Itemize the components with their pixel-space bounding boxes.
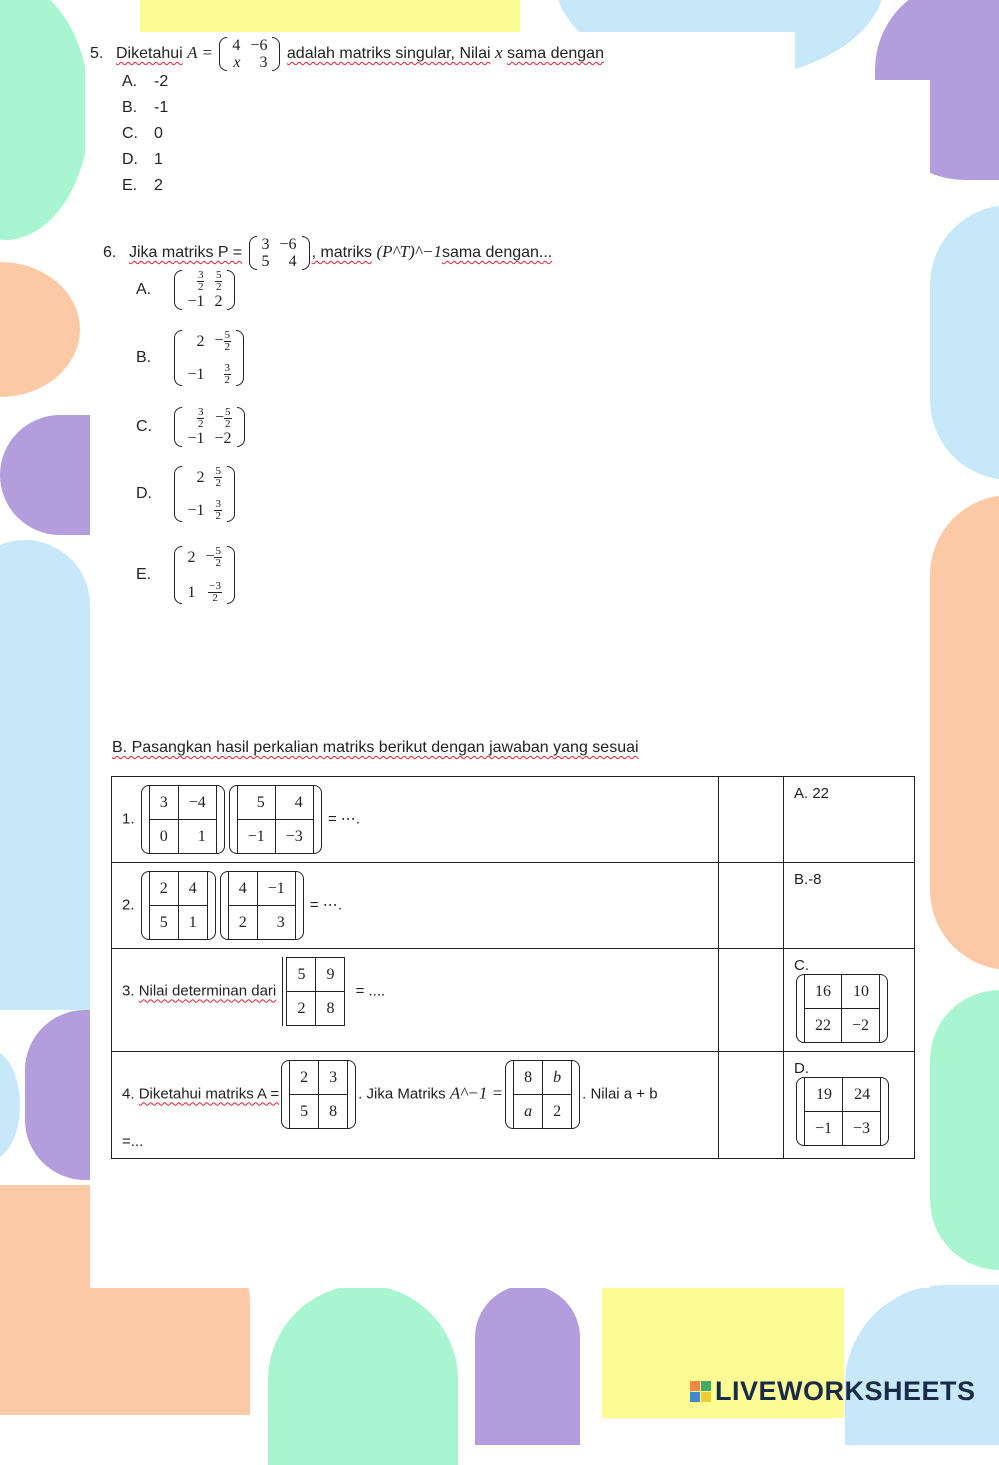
question-6: [103, 236, 552, 270]
answer-label: B.-8: [794, 871, 822, 888]
question-cell: [112, 949, 719, 1052]
answer-label: D.: [794, 1060, 809, 1077]
fraction: $\frac{3}{2}$: [197, 269, 204, 293]
matrix-cell: −1: [187, 502, 205, 519]
matrix-cell: 1: [178, 820, 216, 854]
option-label: A.: [136, 281, 152, 298]
matrix-p: [249, 236, 310, 270]
matrix-cell: 4: [288, 253, 297, 270]
fraction: $\frac{3}{2}$: [215, 498, 221, 522]
matrix-cell: 1: [178, 906, 207, 940]
fraction: $\frac{5}{2}$: [225, 406, 231, 430]
option-matrix: 2 − $\frac{5}{2}$ −1 $\frac{3}{2}$: [174, 330, 244, 386]
row-number: 1.: [122, 810, 135, 828]
matrix-cell: 3: [259, 54, 268, 71]
matrix-cell: 5: [261, 253, 270, 270]
matrix: [141, 871, 216, 940]
question-text: adalah matriks singular, Nilai: [286, 45, 491, 63]
logo-icon: [690, 1381, 712, 1403]
bg-blob-green-bottom: [268, 1285, 458, 1465]
bg-blob-purple-left-bottom: [25, 1010, 90, 1180]
question-text: sama dengan: [507, 45, 604, 63]
math-var: x: [495, 43, 503, 63]
matrix-cell: 0: [149, 820, 178, 854]
bg-blob-blue-left-bottom: [0, 1050, 20, 1160]
bg-blob-blue-left: [0, 540, 90, 1010]
bg-blob-green-left: [0, 0, 90, 240]
determinant: [282, 957, 349, 1026]
table-row: [112, 777, 915, 863]
matrix-cell: −1: [187, 366, 205, 383]
equation-tail: = ....: [355, 982, 386, 1000]
q5-option-e[interactable]: [122, 176, 163, 196]
answer-drop-slot[interactable]: [719, 949, 784, 1052]
matrix-cell: 2: [228, 906, 257, 940]
bg-blob-purple-left: [0, 415, 90, 535]
option-value: -2: [154, 73, 169, 90]
math-var: A =: [187, 43, 213, 63]
fraction: $\frac{5}{2}$: [215, 545, 221, 569]
q5-option-b[interactable]: [122, 98, 168, 118]
matrix-cell: 4: [232, 37, 241, 54]
option-value: 2: [154, 177, 163, 194]
math-expr: A^−1 =: [449, 1083, 504, 1103]
math-expr: (P^T)^−1: [376, 242, 442, 262]
option-label: B.: [136, 349, 152, 366]
matrix-cell: 10: [842, 975, 880, 1009]
question-cell: [112, 1052, 719, 1159]
q6-option-b[interactable]: [136, 330, 246, 386]
answer-choice-a[interactable]: [784, 777, 915, 863]
answer-choice-d[interactable]: [784, 1052, 915, 1159]
answer-choice-c[interactable]: [784, 949, 915, 1052]
question-text: . Jika Matriks: [358, 1085, 446, 1103]
matrix-cell: b: [543, 1061, 572, 1095]
matrix-cell: −2: [214, 430, 232, 447]
equation-tail: = ⋯.: [309, 896, 342, 914]
question-5: [90, 37, 604, 71]
matrix-cell: x: [233, 54, 241, 71]
fraction: $\frac{5}{2}$: [215, 465, 221, 489]
matrix-cell: 8: [319, 1095, 348, 1129]
answer-label: C.: [794, 957, 809, 974]
matrix-cell: 8: [514, 1061, 543, 1095]
table-row: [112, 949, 915, 1052]
matrix-cell: 2: [187, 549, 196, 566]
q5-option-d[interactable]: [122, 150, 163, 170]
option-matrix: 2 − $\frac{5}{2}$ 1 $\frac{-3}{2}$: [174, 546, 235, 604]
matrix: [505, 1060, 580, 1129]
matrix-cell: 5: [290, 1095, 319, 1129]
matrix-cell: 5: [287, 958, 316, 992]
matrix-cell: 2: [290, 1061, 319, 1095]
question-text: =...: [122, 1133, 144, 1150]
option-label: D.: [122, 151, 138, 168]
fraction: $\frac{-3}{2}$: [209, 580, 221, 604]
liveworksheets-logo: [690, 1376, 976, 1407]
row-number: 4.: [122, 1085, 135, 1103]
matrix-cell: 3: [149, 786, 178, 820]
matrix-cell: 2: [214, 293, 223, 310]
question-number: 6.: [103, 244, 117, 262]
question-number: 5.: [90, 45, 104, 63]
answer-drop-slot[interactable]: [719, 777, 784, 863]
matrix-cell: 2: [543, 1095, 572, 1129]
matrix: [141, 785, 225, 854]
option-label: D.: [136, 485, 152, 502]
matrix: [220, 871, 304, 940]
question-text: . Nilai a + b: [582, 1085, 658, 1103]
matrix-cell: −4: [178, 786, 216, 820]
bg-blob-purple-bottom: [475, 1285, 580, 1445]
bg-blob-blue-bottom-right: [845, 1285, 999, 1445]
question-text: Nilai determinan dari: [138, 982, 277, 1000]
question-text: Diketahui: [116, 45, 183, 63]
answer-matrix: [796, 1077, 889, 1146]
matrix: [281, 1060, 356, 1129]
row-number: 3.: [122, 982, 135, 1000]
matrix-cell: 4: [275, 786, 313, 820]
answer-drop-slot[interactable]: [719, 1052, 784, 1159]
option-label: C.: [122, 125, 138, 142]
matrix-cell: 5: [149, 906, 178, 940]
paper-sheet-right-top: [795, 80, 930, 210]
table-row: [112, 863, 915, 949]
fraction: $\frac{3}{2}$: [197, 406, 204, 430]
question-text: , matriks: [311, 244, 373, 262]
matrix-cell: 2: [149, 872, 178, 906]
matrix-cell: 2: [287, 992, 316, 1026]
bg-blob-peach-right: [930, 495, 999, 970]
matrix-cell: 4: [178, 872, 207, 906]
equation-tail: = ⋯.: [327, 810, 361, 828]
matrix-cell: 3: [257, 906, 295, 940]
row-number: 2.: [122, 896, 135, 914]
matrix-cell: −3: [275, 820, 313, 854]
matrix-cell: 3: [261, 236, 270, 253]
q5-option-a[interactable]: [122, 72, 168, 92]
matrix-cell: 22: [805, 1009, 842, 1043]
question-text: sama dengan...: [441, 244, 553, 262]
matrix-a: [219, 37, 280, 71]
q5-option-c[interactable]: [122, 124, 163, 144]
matrix-cell: 4: [228, 872, 257, 906]
option-label: E.: [136, 566, 152, 583]
bg-blob-blue-right: [930, 205, 999, 480]
section-title-text: B. Pasangkan hasil perkalian matriks berikut dengan jawaban yang sesuai: [112, 739, 639, 756]
matrix-cell: 5: [237, 786, 275, 820]
matrix-cell: 16: [805, 975, 842, 1009]
question-text: Jika matriks P =: [129, 244, 243, 262]
q6-option-c[interactable]: [136, 407, 247, 447]
bg-blob-peach-left: [0, 262, 80, 397]
matrix-cell: −1: [187, 293, 205, 310]
fraction: $\frac{3}{2}$: [224, 362, 231, 386]
answer-matrix: [796, 974, 888, 1043]
matrix-cell: 8: [316, 992, 345, 1026]
q6-option-e[interactable]: [136, 546, 237, 604]
q6-option-a[interactable]: [136, 270, 237, 310]
option-label: E.: [122, 177, 138, 194]
fraction: $\frac{5}{2}$: [215, 269, 222, 293]
option-value: -1: [154, 99, 169, 116]
option-matrix: [174, 466, 235, 522]
logo-text: LIVEWORKSHEETS: [715, 1376, 976, 1406]
matrix-cell: −1: [187, 430, 205, 447]
matrix-cell: −1: [237, 820, 275, 854]
bg-blob-yellow-top: [140, 0, 520, 35]
matching-table: [111, 776, 915, 1159]
matrix-cell: 19: [805, 1078, 843, 1112]
question-text: Diketahui matriks A =: [138, 1085, 280, 1103]
section-b-title: [112, 738, 639, 758]
option-label: A.: [122, 73, 138, 90]
fraction: $\frac{5}{2}$: [224, 329, 231, 353]
matrix-cell: −1: [257, 872, 295, 906]
matrix-cell: −2: [842, 1009, 880, 1043]
matrix-cell: −6: [279, 236, 297, 253]
matrix-cell: −6: [250, 37, 268, 54]
matrix-cell: a: [514, 1095, 543, 1129]
option-matrix: [174, 270, 235, 310]
matrix-cell: 9: [316, 958, 345, 992]
question-cell: [112, 863, 719, 949]
q6-option-d[interactable]: [136, 466, 237, 522]
question-cell: [112, 777, 719, 863]
option-value: 0: [154, 125, 163, 142]
option-label: B.: [122, 99, 138, 116]
matrix-cell: 2: [196, 333, 205, 350]
answer-drop-slot[interactable]: [719, 863, 784, 949]
option-value: 1: [154, 151, 163, 168]
matrix-cell: 2: [196, 469, 205, 486]
answer-choice-b[interactable]: [784, 863, 915, 949]
bg-blob-green-right: [930, 990, 999, 1270]
matrix: [229, 785, 322, 854]
matrix-cell: 3: [319, 1061, 348, 1095]
matrix-cell: −3: [843, 1112, 881, 1146]
matrix-cell: 1: [187, 584, 196, 601]
matrix-cell: 24: [843, 1078, 881, 1112]
table-row: [112, 1052, 915, 1159]
matrix-cell: −1: [805, 1112, 843, 1146]
option-matrix: $\frac{3}{2}$ − $\frac{5}{2}$ −1 −2: [174, 407, 244, 447]
option-label: C.: [136, 418, 152, 435]
answer-label: A. 22: [794, 785, 830, 802]
